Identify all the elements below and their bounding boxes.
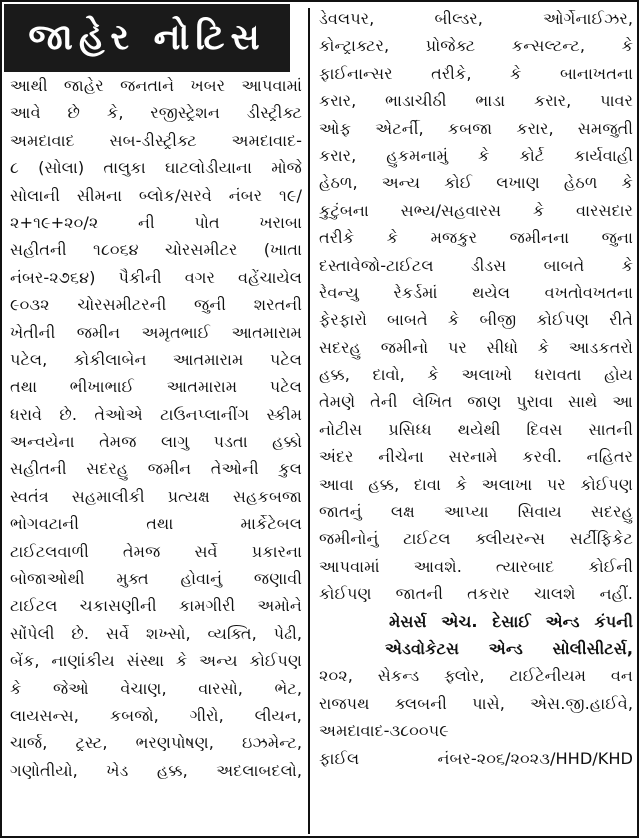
address-line: રાજપથ ક્લબની પાસે, એસ.જી.હાઈવે, <box>319 693 633 713</box>
text-line: અંદર નીચેના સરનામે કરવી. નહિતર <box>319 447 633 467</box>
text-line: જમીનોનું ટાઈટલ ક્લીયરન્સ સર્ટીફિકેટ <box>319 529 633 549</box>
text-line: ફેરફારો બાબતે કે બીજી કોઈપણ રીતે <box>319 310 633 330</box>
text-line: ટાઈટલવાળી તેમજ સર્વે પ્રકારના <box>10 541 302 561</box>
text-line: સહીતની ૧૮૦૬૪ ચોરસમીટર (ખાતા <box>10 240 302 260</box>
text-line: આપવામાં આવશે. ત્યારબાદ કોઈની <box>319 556 633 576</box>
column-divider <box>308 8 310 834</box>
text-line: આવે છે કે, રજીસ્ટ્રેશન ડીસ્ટ્રીક્ટ <box>10 103 302 123</box>
text-line: ૯૦૩૨ ચોરસમીટરની જુની શરતની <box>10 295 302 315</box>
text-line: ભોગવટાની તથા માર્કેટેબલ <box>10 514 302 534</box>
notice-title: જાહેર નોટિસ <box>4 4 290 72</box>
text-line: અન્વયેના તેમજ લાગુ પડતા હક્કો <box>10 432 302 452</box>
text-line: સ્વતંત્ર સહમાલીકી પ્રત્યક્ષ સહકબજા <box>10 486 302 506</box>
text-line: ખેતીની જમીન અમૃતભાઈ આતમારામ <box>10 322 302 342</box>
address-line: ૨૦૨, સેકન્ડ ફ્લોર, ટાઈટેનીયમ વન <box>319 666 633 686</box>
text-line: ટાઈટલ ચકાસણીની કામગીરી અમોને <box>10 596 302 616</box>
right-column-body <box>319 5 633 608</box>
text-line: નોટીસ પ્રસિધ્ધ થયેથી દિવસ સાતની <box>319 419 633 439</box>
signature-firm: મેસર્સ એચ. દેસાઈ એન્ડ કંપની <box>389 611 633 631</box>
text-line: નંબર-૨૭૬૪) પૈકીની વગર વહેંચાયેલ <box>10 267 302 287</box>
right-column <box>319 5 633 772</box>
text-line: જાતનું લક્ષ આપ્યા સિવાય સદરહુ <box>319 502 633 522</box>
text-line: કરાર, હુકમનામું કે કોર્ટ કાર્યવાહી <box>319 145 633 165</box>
text-line: આવા હક્ક, દાવા કે અલાખા પર કોઈપણ <box>319 474 633 494</box>
text-line: ઓફ એટર્ની, કબજા કરાર, સમજુતી <box>319 118 633 138</box>
text-line: પટેલ, કોકીલાબેન આતમારામ પટેલ <box>10 349 302 369</box>
text-line: કોન્ટ્રાક્ટર, પ્રોજેક્ટ કન્સલ્ટન્ટ, કે <box>319 36 633 56</box>
address-line: અમદાવાદ-૩૮૦૦૫૯ <box>319 721 449 741</box>
text-line: તેમણે તેની લેખિત જાણ પુરાવા સાથે આ <box>319 392 633 412</box>
text-line: ગણોતીયો, ખેડ હક્ક, અદલાબદલો, <box>10 760 302 780</box>
text-line: સોલાની સીમના બ્લોક/સરવે નંબર ૧૯/ <box>10 185 302 205</box>
text-line: આથી જાહેર જનતાને ખબર આપવામાં <box>10 76 302 95</box>
left-column <box>10 72 302 784</box>
text-line: હેઠળ, અન્ય કોઈ લખાણ હેઠળ કે <box>319 173 633 193</box>
file-number: ફાઈલ નંબર-૨૦૬/૨૦૨૩/HHD/KHD <box>319 748 633 768</box>
signature-title: એડવોકેટસ એન્ડ સોલીસીટર્સ, <box>385 638 633 658</box>
text-line: તરીકે કે મજકુર જમીનના જુના <box>319 228 633 248</box>
text-line: ફાઈનાન્સર તરીકે, કે બાનાખતના <box>319 63 633 83</box>
text-line: સહીતની સદરહુ જમીન તેઓની કુલ <box>10 459 302 479</box>
text-line: કે જેઓ વેચાણ, વારસો, ભેટ, <box>10 678 302 698</box>
text-line: સદરહુ જમીનો પર સીધો કે આડકતરો <box>319 337 633 357</box>
text-line: તથા ભીખાભાઈ આતમારામ પટેલ <box>10 377 302 397</box>
text-line: દસ્તાવેજો-ટાઈટલ ડીડસ બાબતે કે <box>319 255 633 275</box>
text-line: ૨+૧૯+૨૦/૨ ની પોત ખરાબા <box>10 212 302 232</box>
text-line: ધરાવે છે. તેઓએ ટાઉનપ્લાનીંગ સ્કીમ <box>10 404 302 424</box>
text-line: કરાર, ભાડાચીઠી ભાડા કરાર, પાવર <box>319 91 633 111</box>
text-line: કુટુંબના સભ્ય/સહવારસ કે વારસદાર <box>319 200 633 220</box>
text-line: બોજાઓથી મુક્ત હોવાનું જણાવી <box>10 569 302 589</box>
text-line: ૮ (સોલા) તાલુકા ઘાટલોડીયાના મોજે <box>10 158 302 178</box>
text-line: ડેવલપર, બીલ્ડર, ઓર્ગેનાઈઝર, <box>319 9 633 28</box>
text-line: કોઈપણ જાતની તકરાર ચાલશે નહીં. <box>319 584 633 604</box>
text-line: અમદાવાદ સબ-ડીસ્ટ્રીક્ટ અમદાવાદ- <box>10 130 302 150</box>
text-line: બેંક, નાણાંકીય સંસ્થા કે અન્ય કોઈપણ <box>10 651 302 671</box>
text-line: હક્ક, દાવો, કે અલાખો ધરાવતા હોય <box>319 365 633 385</box>
text-line: સોંપેલી છે. સર્વે શખ્સો, વ્યક્તિ, પેઢી, <box>10 623 302 643</box>
text-line: ચાર્જ, ટ્રસ્ટ, ભરણપોષણ, ઇઝમેન્ટ, <box>10 733 302 753</box>
text-line: લાયસન્સ, કબજો, ગીરો, લીયન, <box>10 705 302 725</box>
text-line: રેવન્યુ રેકર્ડમાં થયેલ વખતોવખતના <box>319 282 633 302</box>
